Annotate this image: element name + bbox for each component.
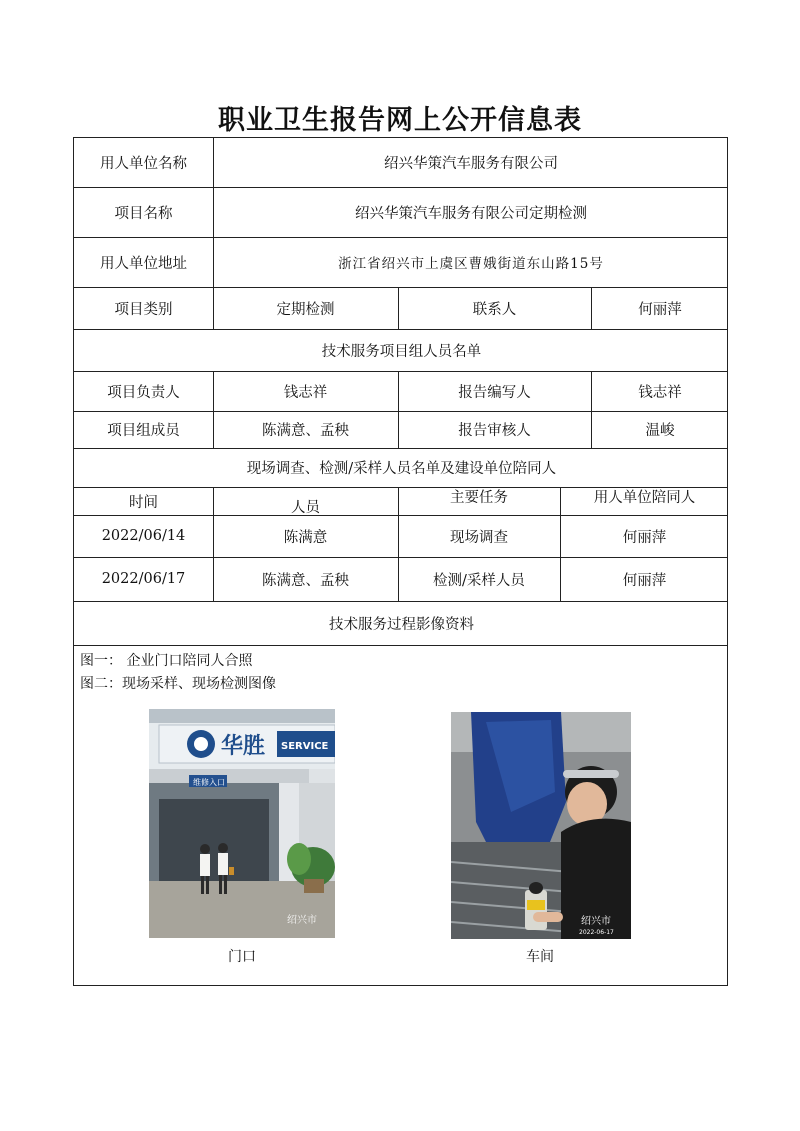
employer-address-label: 用人单位地址	[100, 255, 187, 272]
survey-header-escort: 用人单位陪同人	[593, 489, 696, 506]
figure-note-2: 图二：现场采样、现场检测图像	[80, 676, 276, 692]
survey-header-task: 主要任务	[450, 489, 508, 506]
project-name-value: 绍兴华策汽车服务有限公司定期检测	[355, 205, 587, 222]
survey-header-time: 时间	[129, 494, 158, 511]
record-2-time: 2022/06/17	[101, 571, 186, 587]
project-type-value: 定期检测	[276, 301, 335, 318]
leader-label: 项目负责人	[107, 384, 180, 401]
sign-brand: 华胜	[221, 734, 266, 759]
figure-note-1: 图一： 企业门口陪同人合照	[80, 653, 253, 669]
media-section-title: 技术服务过程影像资料	[329, 616, 474, 633]
record-1-personnel: 陈满意	[283, 529, 328, 546]
workshop-watermark-date: 2022-06-17	[579, 929, 614, 936]
workshop-caption: 车间	[526, 949, 554, 965]
employer-address-value: 浙江省绍兴市上虞区曹娥街道东山路15号	[338, 256, 604, 272]
writer-value: 钱志祥	[638, 384, 682, 401]
entrance-watermark: 绍兴市	[287, 915, 317, 926]
employer-name-label: 用人单位名称	[100, 156, 187, 172]
record-2-personnel: 陈满意、孟秧	[262, 572, 349, 589]
team-section-title: 技术服务项目组人员名单	[321, 343, 482, 360]
entrance-caption: 门口	[228, 949, 256, 965]
reviewer-value: 温峻	[645, 423, 675, 439]
sign-en: SERVICE	[281, 741, 329, 752]
sign-entrance: 维修入口	[193, 778, 225, 787]
record-1-time: 2022/06/14	[101, 528, 186, 544]
contact-label: 联系人	[472, 301, 517, 318]
employer-name-value: 绍兴华策汽车服务有限公司	[384, 156, 558, 172]
project-type-label: 项目类别	[114, 301, 173, 318]
record-1-task: 现场调查	[450, 529, 508, 546]
info-table	[73, 137, 728, 986]
members-value: 陈满意、孟秧	[262, 423, 349, 439]
workshop-watermark: 绍兴市	[581, 916, 611, 927]
survey-header-personnel: 人员	[291, 499, 320, 516]
record-2-escort: 何丽萍	[622, 572, 667, 589]
contact-value: 何丽萍	[638, 301, 682, 318]
members-label: 项目组成员	[107, 423, 180, 439]
record-1-escort: 何丽萍	[622, 529, 667, 546]
leader-value: 钱志祥	[283, 384, 328, 401]
workshop-photo	[451, 712, 631, 939]
survey-section-title: 现场调查、检测/采样人员名单及建设单位陪同人	[246, 461, 557, 477]
record-2-task: 检测/采样人员	[433, 572, 525, 589]
reviewer-label: 报告审核人	[458, 423, 531, 439]
writer-label: 报告编写人	[458, 384, 531, 401]
project-name-label: 项目名称	[114, 205, 173, 222]
entrance-photo	[149, 709, 335, 938]
page-title: 职业卫生报告网上公开信息表	[218, 105, 582, 136]
